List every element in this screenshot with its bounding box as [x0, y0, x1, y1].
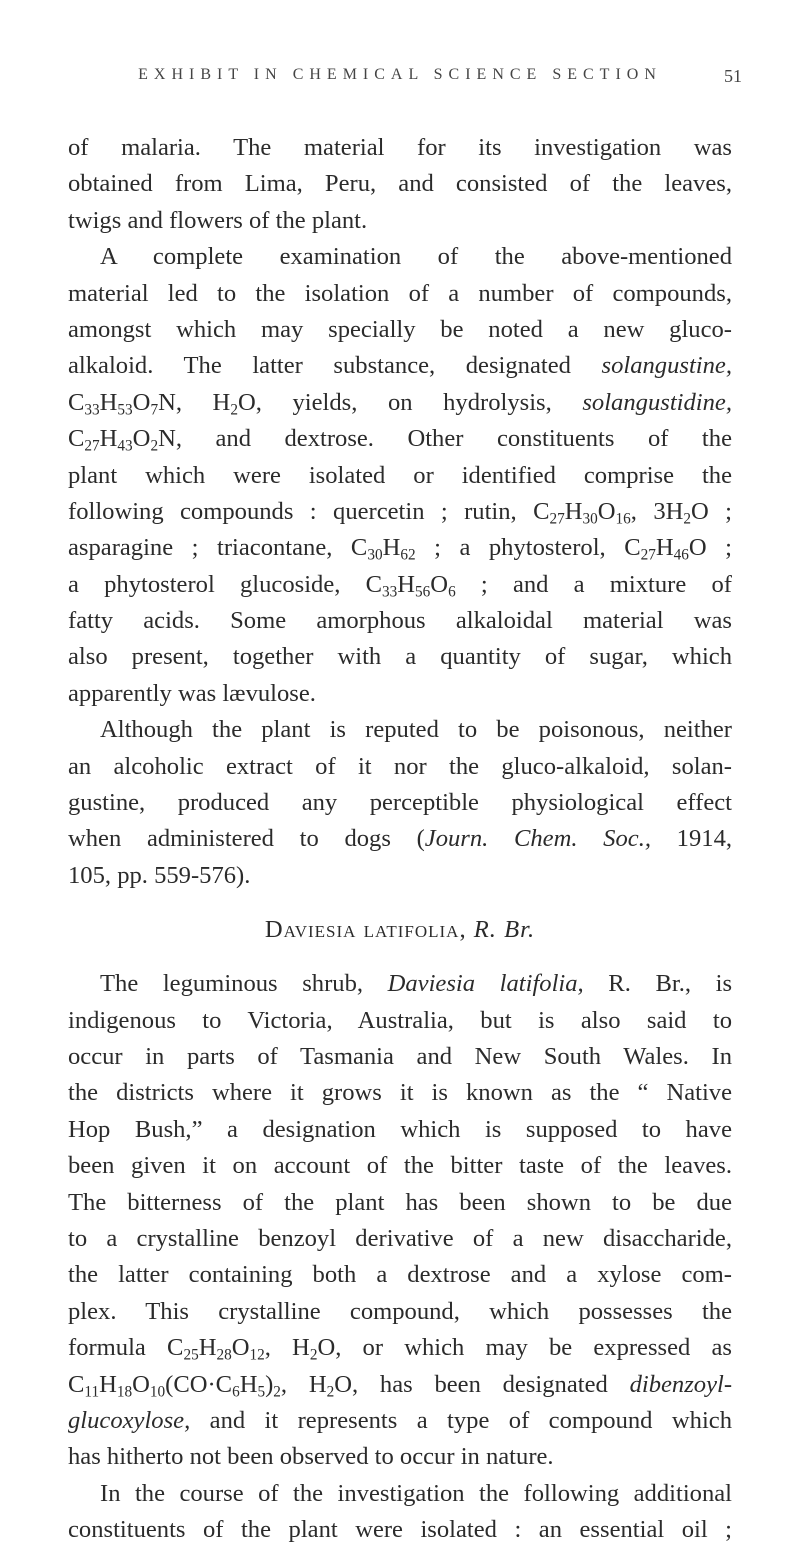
text-line: In the course of the investigation the following additional [100, 1479, 732, 1507]
compound-name: solangustine, [601, 352, 732, 380]
page-body [68, 130, 732, 1548]
species-name-italic: Daviesia latifolia, [387, 970, 584, 998]
text-line: when administered to dogs (Journ. Chem. Soc., 1914, [68, 825, 733, 853]
formula-solangustidine: $C_{27}H_{43}O_2N$, [68, 425, 182, 455]
text-line: formula $C_{25}H_{28}O_{12}$, $H_2O$, or which may be expressed as [68, 1334, 732, 1364]
text-line: alkaloid. The latter substance, designated solangustine, [68, 352, 732, 380]
formula-expressed: $C_{11}H_{18}O_{10}(CO\cdot C_6H_5)_2$, $H_2O$, [68, 1370, 359, 1400]
text-line: plex. This crystalline compound, which possesses the [68, 1297, 732, 1325]
text-line: plant which were isolated or identified comprise the [68, 461, 732, 489]
text-line: indigenous to Victoria, Australia, but is also said to [68, 1006, 732, 1034]
text-line: gustine, produced any perceptible physiological effect [68, 789, 732, 817]
formula-dibenzoyl: $C_{25}H_{28}O_{12}$, $H_2O$, [167, 1334, 342, 1364]
text-line: A complete examination of the above-mentioned [100, 243, 732, 271]
species-authority: R. Br. [473, 916, 536, 944]
text-line: $C_{33}H_{53}O_7N$, $H_2O$, yields, on hydrolysis, solangustidine, [68, 388, 732, 418]
text-line: amongst which may specially be noted a new gluco- [68, 315, 732, 343]
formula-phytosterol-glucoside: $C_{33}H_{56}O_6$ [365, 570, 456, 600]
text-line: Although the plant is reputed to be poisonous, neither [100, 716, 732, 744]
text-line: been given it on account of the bitter taste of the leaves. [68, 1152, 732, 1180]
text-line: $C_{11}H_{18}O_{10}(CO\cdot C_6H_5)_2$, $H_2O$, has been designated dibenzoyl- [68, 1370, 733, 1400]
text-line: The leguminous shrub, Daviesia latifolia, R. Br., is [100, 970, 733, 998]
formula-triacontane: $C_{30}H_{62}$ [350, 534, 416, 564]
text-line: of malaria. The material for its investigation was [68, 134, 732, 161]
text-line: occur in parts of Tasmania and New South Wales. In [68, 1042, 732, 1070]
text-line: The bitterness of the plant has been shown to be due [68, 1188, 732, 1216]
compound-name: solangustidine, [582, 388, 732, 416]
text-line: asparagine ; triacontane, $C_{30}H_{62}$ ; a phytosterol, $C_{27}H_{46}O$ ; [68, 534, 732, 564]
text-line: $C_{27}H_{43}O_2N$, and dextrose. Other constituents of the [68, 425, 732, 455]
page-number: 51 [724, 66, 742, 86]
section-heading [68, 894, 732, 966]
running-head: EXHIBIT IN CHEMICAL SCIENCE SECTION [138, 66, 662, 83]
species-name: Daviesia latifolia, [264, 916, 467, 944]
text-line: also present, together with a quantity of sugar, which [68, 643, 732, 671]
text-line: material led to the isolation of a number of compounds, [68, 279, 732, 307]
compound-name: dibenzoyl- [629, 1370, 733, 1398]
journal-citation: Journ. Chem. Soc., [424, 825, 651, 853]
text-line: apparently was lævulose. [68, 679, 316, 707]
text-line: following compounds : quercetin ; rutin, $C_{27}H_{30}O_{16}$, $3H_2O$ ; [68, 497, 732, 528]
text-line: has hitherto not been observed to occur in nature. [68, 1443, 554, 1471]
text-line: twigs and flowers of the plant. [68, 206, 368, 234]
text-line: glucoxylose, and it represents a type of compound which [68, 1406, 732, 1434]
formula-solangustine: $C_{33}H_{53}O_7N$, $H_2O$, [68, 388, 262, 418]
page-header [0, 66, 800, 94]
text-line: 105, pp. 559-576). [68, 861, 251, 889]
text-line: a phytosterol glucoside, $C_{33}H_{56}O_6$ ; and a mixture of [68, 570, 732, 600]
formula-phytosterol: $C_{27}H_{46}O$ ; [624, 534, 732, 564]
text-line: constituents of the plant were isolated : an essential oil ; [68, 1516, 732, 1544]
text-line: an alcoholic extract of it nor the gluco-alkaloid, solan- [68, 752, 732, 780]
text-line: to a crystalline benzoyl derivative of a new disaccharide, [68, 1224, 732, 1252]
text-line: the districts where it grows it is known as the “ Native [68, 1079, 732, 1107]
formula-rutin: $C_{27}H_{30}O_{16}$, $3H_2O$ ; [533, 497, 732, 528]
text-line: obtained from Lima, Peru, and consisted of the leaves, [68, 170, 732, 198]
compound-name: glucoxylose, [68, 1406, 191, 1434]
text-line: the latter containing both a dextrose and a xylose com- [68, 1261, 732, 1289]
text-line: fatty acids. Some amorphous alkaloidal material was [68, 607, 732, 635]
text-line: Hop Bush,” a designation which is supposed to have [68, 1115, 732, 1143]
